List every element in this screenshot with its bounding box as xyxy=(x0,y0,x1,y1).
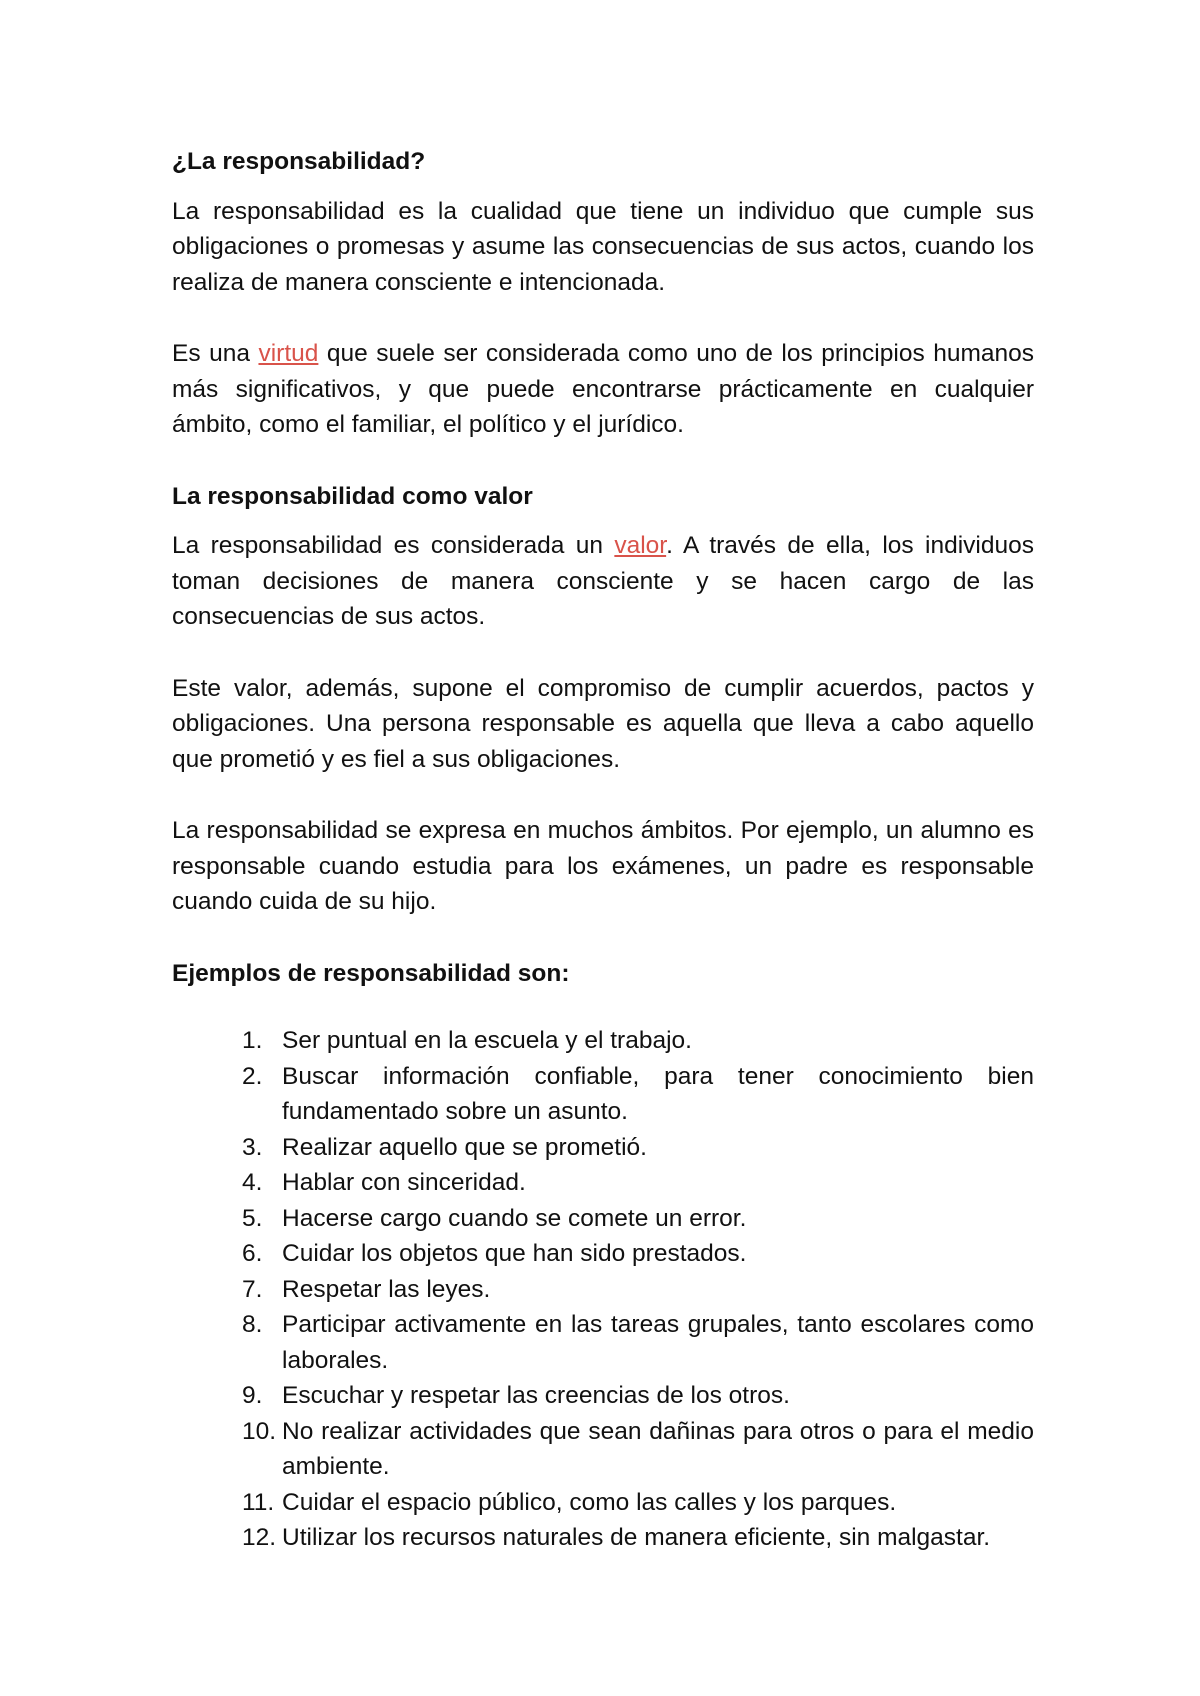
list-item-number: 9. xyxy=(242,1382,263,1409)
paragraph-virtue-start: Es una xyxy=(172,340,259,367)
list-item-text: Buscar información confiable, para tener conocimiento bien fundamentado sobre un asunto. xyxy=(282,1062,1034,1125)
paragraph-value xyxy=(172,528,1034,635)
paragraph-virtue-end: que suele ser considerada como uno de los principios humanos más significativos, y que puede encontrarse prácticamente en cualquier ámbito, como el familiar, el político y el jurídico. xyxy=(172,340,1034,438)
list-item xyxy=(172,1307,1034,1378)
list-item-number: 11. xyxy=(242,1488,275,1516)
list-item-number: 1. xyxy=(242,1027,263,1054)
list-item-text: Cuidar el espacio público, como las calles y los parques. xyxy=(282,1488,897,1516)
list-item-text: Utilizar los recursos naturales de manera eficiente, sin malgastar. xyxy=(282,1524,991,1551)
list-item xyxy=(172,1378,1034,1414)
list-item-text: Respetar las leyes. xyxy=(282,1275,491,1303)
list-item xyxy=(172,1485,1034,1521)
list-item xyxy=(172,1414,1034,1485)
list-item-text: Hablar con sinceridad. xyxy=(282,1169,526,1196)
list-item-text: Ser puntual en la escuela y el trabajo. xyxy=(282,1027,692,1054)
list-item-number: 10. xyxy=(242,1417,277,1445)
paragraph-virtue xyxy=(172,336,1034,443)
list-item-number: 12. xyxy=(242,1524,277,1551)
valor-link[interactable]: valor xyxy=(614,532,667,559)
list-item-number: 8. xyxy=(242,1311,263,1338)
list-item-text: Hacerse cargo cuando se comete un error. xyxy=(282,1204,747,1232)
list-item-text: Escuchar y respetar las creencias de los otros. xyxy=(282,1382,790,1409)
list-item-number: 2. xyxy=(242,1062,263,1090)
list-item-number: 5. xyxy=(242,1204,263,1232)
section-heading-value: La responsabilidad como valor xyxy=(172,482,533,510)
paragraph-value-start: La responsabilidad es considerada un xyxy=(172,532,615,559)
list-item-number: 4. xyxy=(242,1169,263,1196)
list-item-text: Realizar aquello que se prometió. xyxy=(282,1133,647,1161)
list-item-number: 3. xyxy=(242,1133,263,1161)
examples-list xyxy=(172,1023,1034,1556)
section-heading-examples: Ejemplos de responsabilidad son: xyxy=(172,959,570,987)
list-item xyxy=(172,1130,1034,1166)
list-item-text: No realizar actividades que sean dañinas para otros o para el medio ambiente. xyxy=(282,1417,1034,1480)
list-item xyxy=(172,1272,1034,1308)
paragraph-commitment: Este valor, además, supone el compromiso de cumplir acuerdos, pactos y obligaciones. Una persona responsable es aquella que lleva a cabo aquello que prometió y es fiel a sus obligaciones. xyxy=(172,674,1034,773)
document-page xyxy=(172,144,1034,1556)
list-item-number: 6. xyxy=(242,1240,263,1267)
list-item xyxy=(172,1201,1034,1237)
list-item xyxy=(172,1236,1034,1272)
page-title: ¿La responsabilidad? xyxy=(172,148,426,175)
list-item xyxy=(172,1059,1034,1130)
list-item xyxy=(172,1165,1034,1201)
paragraph-definition: La responsabilidad es la cualidad que tiene un individuo que cumple sus obligaciones o promesas y asume las consecuencias de sus actos, cuando los realiza de manera consciente e intencionada. xyxy=(172,197,1034,296)
list-item xyxy=(172,1023,1034,1059)
list-item-text: Participar activamente en las tareas grupales, tanto escolares como laborales. xyxy=(282,1311,1034,1374)
paragraph-areas: La responsabilidad se expresa en muchos ámbitos. Por ejemplo, un alumno es responsable cuando estudia para los exámenes, un padre es responsable cuando cuida de su hijo. xyxy=(172,817,1034,915)
virtud-link[interactable]: virtud xyxy=(258,340,319,367)
list-item-text: Cuidar los objetos que han sido prestados. xyxy=(282,1240,747,1267)
list-item-number: 7. xyxy=(242,1275,263,1303)
paragraph-value-end: . A través de ella, los individuos toman decisiones de manera consciente y se hacen cargo de las consecuencias de sus actos. xyxy=(172,532,1035,630)
list-item xyxy=(172,1520,1034,1556)
